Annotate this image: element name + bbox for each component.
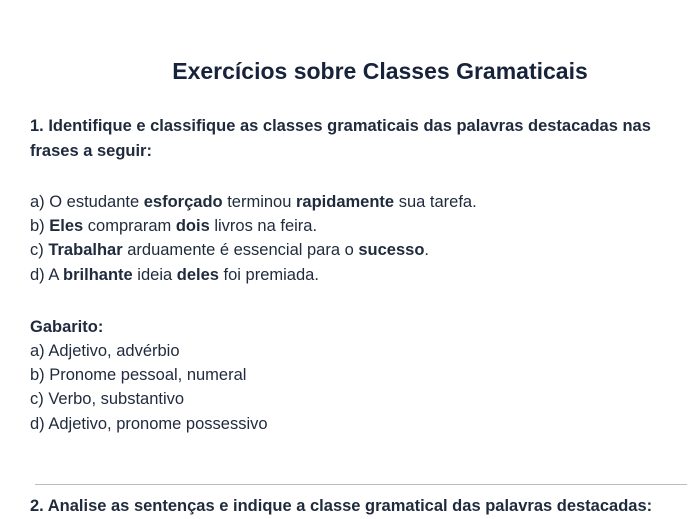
answer-key: [30, 315, 670, 436]
sentence-b: [30, 214, 670, 238]
sentence-text: foi premiada.: [218, 265, 319, 284]
answer-item: c) Verbo, substantivo: [30, 390, 185, 409]
document-page: [30, 58, 670, 436]
sentence-text: .: [424, 241, 430, 260]
question-1-sentences: [30, 190, 670, 287]
highlighted-word: brilhante: [63, 265, 133, 284]
question-2-prompt: 2. Analise as sentenças e indique a classe gramatical das palavras destacadas:: [30, 497, 653, 515]
sentence-text: sua tarefa.: [394, 193, 477, 211]
answer-key-list: [30, 339, 670, 436]
sentence-text: terminou: [222, 193, 296, 211]
sentence-text: b): [30, 217, 50, 236]
sentence-d: [30, 263, 670, 287]
section-divider: [35, 484, 687, 485]
sentence-text: c): [30, 241, 49, 260]
question-1-prompt: 1. Identifique e classifique as classes gramaticais das palavras destacadas nas frases a seguir:: [30, 117, 651, 160]
answer-item: a) Adjetivo, advérbio: [30, 342, 180, 361]
highlighted-word: sucesso: [358, 241, 425, 260]
answer-item: d) Adjetivo, pronome possessivo: [30, 414, 268, 433]
highlighted-word: dois: [175, 217, 210, 236]
sentence-text: livros na feira.: [209, 217, 318, 236]
highlighted-word: Eles: [49, 217, 84, 236]
sentence-text: arduamente é essencial para o: [122, 241, 359, 260]
highlighted-word: deles: [176, 265, 219, 284]
highlighted-word: rapidamente: [295, 193, 395, 211]
highlighted-word: esforçado: [143, 193, 223, 211]
sentence-text: ideia: [132, 265, 177, 284]
sentence-text: d) A: [30, 265, 64, 284]
answer-key-title: Gabarito:: [30, 317, 104, 336]
page-title: Exercícios sobre Classes Gramaticais: [172, 58, 588, 84]
answer-item: b) Pronome pessoal, numeral: [30, 366, 247, 385]
sentence-text: a) O estudante: [30, 193, 144, 211]
highlighted-word: Trabalhar: [48, 241, 123, 260]
sentence-c: [30, 238, 670, 262]
sentence-a: [30, 190, 670, 214]
sentence-text: compraram: [83, 217, 176, 236]
